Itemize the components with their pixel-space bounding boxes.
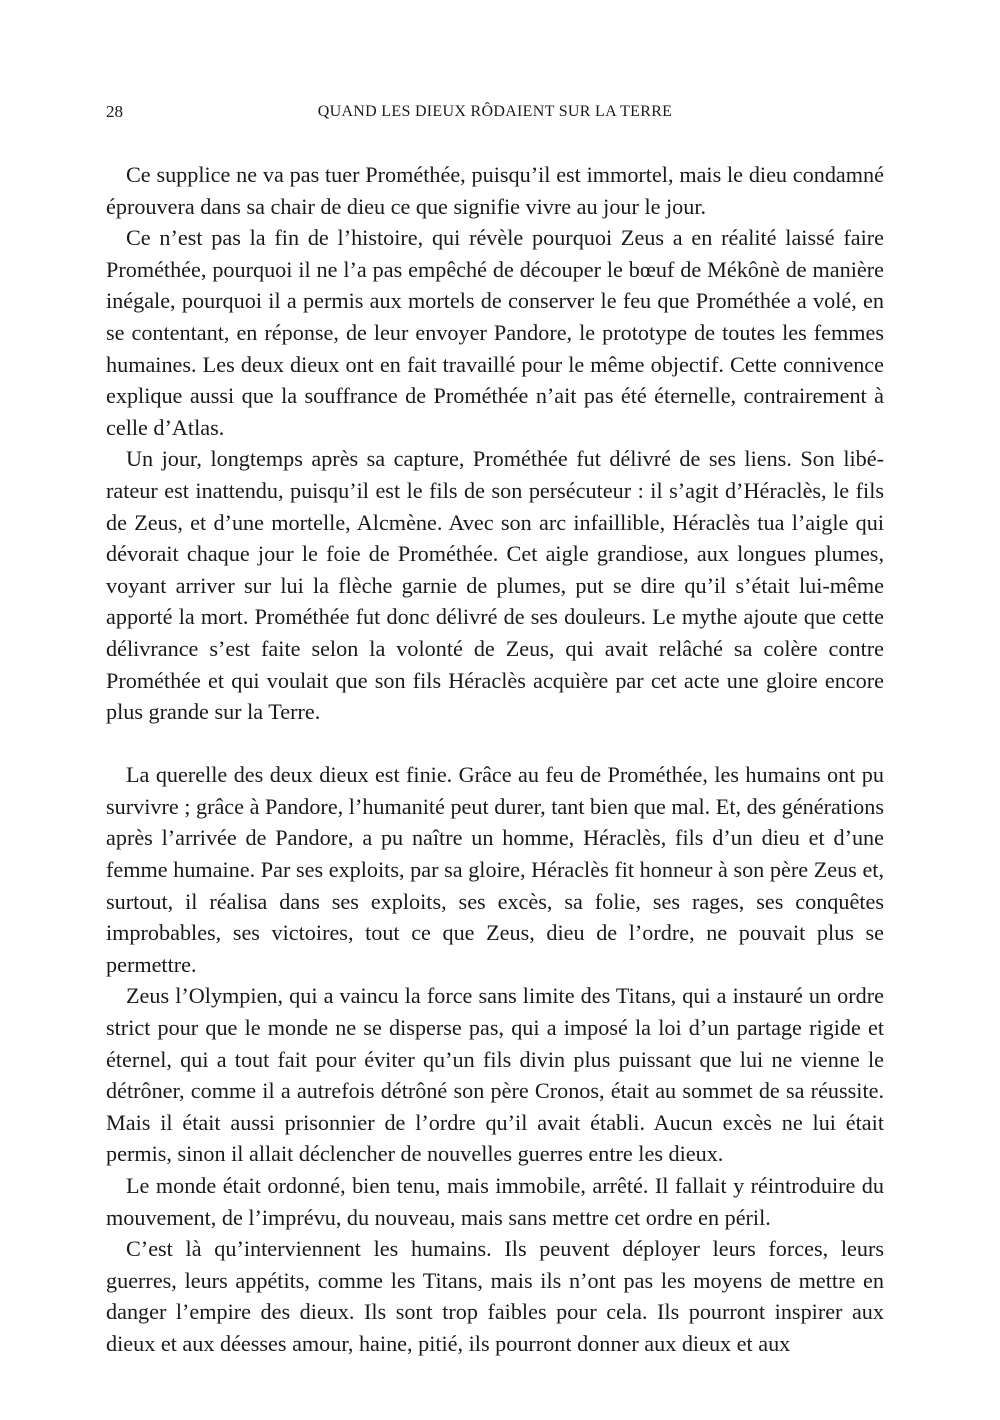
paragraph: Un jour, longtemps après sa capture, Prométhée fut délivré de ses liens. Son libérateur est inattendu, puisqu’il est le fils de son persécuteur : il s’agit d’Héraclès, le fils de Zeus, et d’une mortelle, Alcmène. Avec son arc infaillible, Héraclès tua l’aigle qui dévorait chaque jour le foie de Prométhée. Cet aigle grandiose, aux longues plumes, voyant arriver sur lui la flèche garnie de plumes, put se dire qu’il s’était lui-même apporté la mort. Prométhée fut donc délivré de ses douleurs. Le mythe ajoute que cette délivrance s’est faite selon la volonté de Zeus, qui avait relâché sa colère contre Prométhée et qui voulait que son fils Héraclès acquière par cet acte une gloire encore plus grande sur la Terre. [106,446,884,725]
paragraph: Ce supplice ne va pas tuer Prométhée, puisqu’il est immortel, mais le dieu condamné éprouvera dans sa chair de dieu ce que signifie vivre au jour le jour. [106,162,884,219]
book-page [106,98,884,1360]
paragraph: Zeus l’Olympien, qui a vaincu la force sans limite des Titans, qui a instauré un ordre strict pour que le monde ne se disperse pas, qui a imposé la loi d’un partage rigide et éternel, qui a tout fait pour éviter qu’un fils divin plus puissant que lui ne vienne le détrôner, comme il a autrefois détrôné son père Cronos, était au sommet de sa réussite. Mais il était aussi prisonnier de l’ordre qu’il avait établi. Aucun excès ne lui était permis, sinon il allait déclencher de nouvelles guerres entre les dieux. [106,983,884,1167]
paragraph: Le monde était ordonné, bien tenu, mais immobile, arrêté. Il fallait y réintroduire du mouvement, de l’imprévu, du nouveau, mais sans mettre cet ordre en péril. [106,1173,884,1230]
paragraph: Ce n’est pas la fin de l’histoire, qui révèle pourquoi Zeus a en réalité laissé faire Prométhée, pourquoi il ne l’a pas empêché de découper le bœuf de Mékônè de manière inégale, pourquoi il a permis aux mortels de conserver le feu que Prométhée a volé, en se contentant, en réponse, de leur envoyer Pandore, le prototype de toutes les femmes humaines. Les deux dieux ont en fait travaillé pour le même objectif. Cette connivence explique aussi que la souffrance de Prométhée n’ait pas été éternelle, contrairement à celle d’Atlas. [106,225,884,440]
section-break [106,728,884,760]
running-head [106,98,884,126]
page-number: 28 [106,102,123,121]
body-text [106,159,884,1360]
paragraph: La querelle des deux dieux est finie. Grâce au feu de Prométhée, les humains ont pu survivre ; grâce à Pandore, l’humanité peut durer, tant bien que mal. Et, des générations après l’arrivée de Pandore, a pu naître un homme, Héraclès, fils d’un dieu et d’une femme humaine. Par ses exploits, par sa gloire, Héraclès fit honneur à son père Zeus et, surtout, il réalisa dans ses exploits, ses excès, sa folie, ses rages, ses conquêtes improbables, ses victoires, tout ce que Zeus, dieu de l’ordre, ne pouvait plus se permettre. [106,762,884,977]
paragraph: C’est là qu’interviennent les humains. Ils peuvent déployer leurs forces, leurs guerres, leurs appétits, comme les Titans, mais ils n’ont pas les moyens de mettre en danger l’empire des dieux. Ils sont trop faibles pour cela. Ils pourront inspirer aux dieux et aux déesses amour, haine, pitié, ils pourront donner aux dieux et aux [106,1236,884,1356]
running-title: QUAND LES DIEUX RÔDAIENT SUR LA TERRE [317,103,673,120]
